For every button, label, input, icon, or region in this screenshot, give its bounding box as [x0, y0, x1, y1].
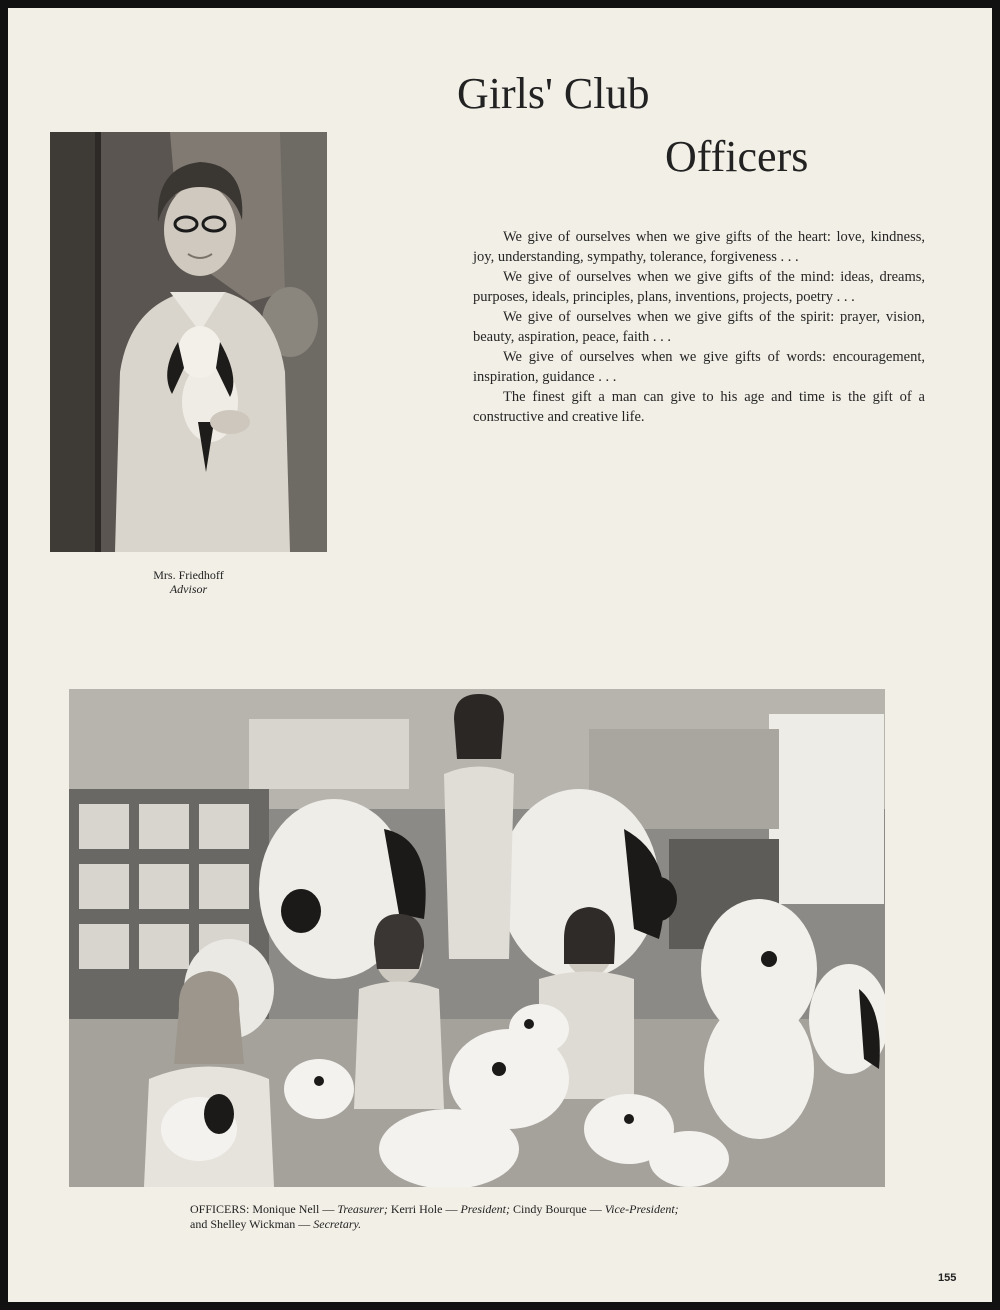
advisor-role: Advisor: [169, 582, 208, 596]
officer-role: Secretary.: [313, 1217, 362, 1231]
name-role-separator: —: [442, 1202, 461, 1216]
officers-prefix: OFFICERS:: [190, 1202, 250, 1216]
officers-group-photo: [69, 689, 885, 1187]
intro-text: [473, 227, 925, 427]
officer-role: Vice-President;: [604, 1202, 679, 1216]
yearbook-page: [8, 8, 992, 1302]
advisor-photo: [50, 132, 327, 552]
name-role-separator: —: [295, 1217, 314, 1231]
name-role-separator: —: [586, 1202, 605, 1216]
officer-name: and Shelley Wickman: [190, 1217, 296, 1231]
intro-paragraph: We give of ourselves when we give gifts of the mind: ideas, dreams, purposes, ideals, principles, plans, inventions, projects, poetry . . .: [473, 269, 925, 305]
advisor-name: Mrs. Friedhoff: [153, 568, 224, 582]
intro-paragraph: We give of ourselves when we give gifts of the heart: love, kindness, joy, understanding, sympathy, tolerance, forgiveness . . .: [473, 229, 925, 265]
intro-paragraph: We give of ourselves when we give gifts of the spirit: prayer, vision, beauty, aspiration, peace, faith . . .: [473, 309, 925, 345]
officer-role: President;: [460, 1202, 511, 1216]
intro-paragraph: We give of ourselves when we give gifts of words: encouragement, inspiration, guidance . . .: [473, 349, 925, 385]
page-title-line-2: Officers: [665, 132, 809, 181]
name-role-separator: —: [319, 1202, 338, 1216]
page-number: 155: [938, 1272, 957, 1284]
page-title-line-1: Girls' Club: [457, 69, 650, 118]
officer-name: Monique Nell: [252, 1202, 320, 1216]
officer-name: Cindy Bourque: [513, 1202, 587, 1216]
intro-paragraph: The finest gift a man can give to his age and time is the gift of a constructive and creative life.: [473, 389, 925, 425]
officers-caption: [190, 1202, 830, 1232]
officer-name: Kerri Hole: [390, 1202, 443, 1216]
officer-role: Treasurer;: [337, 1202, 388, 1216]
